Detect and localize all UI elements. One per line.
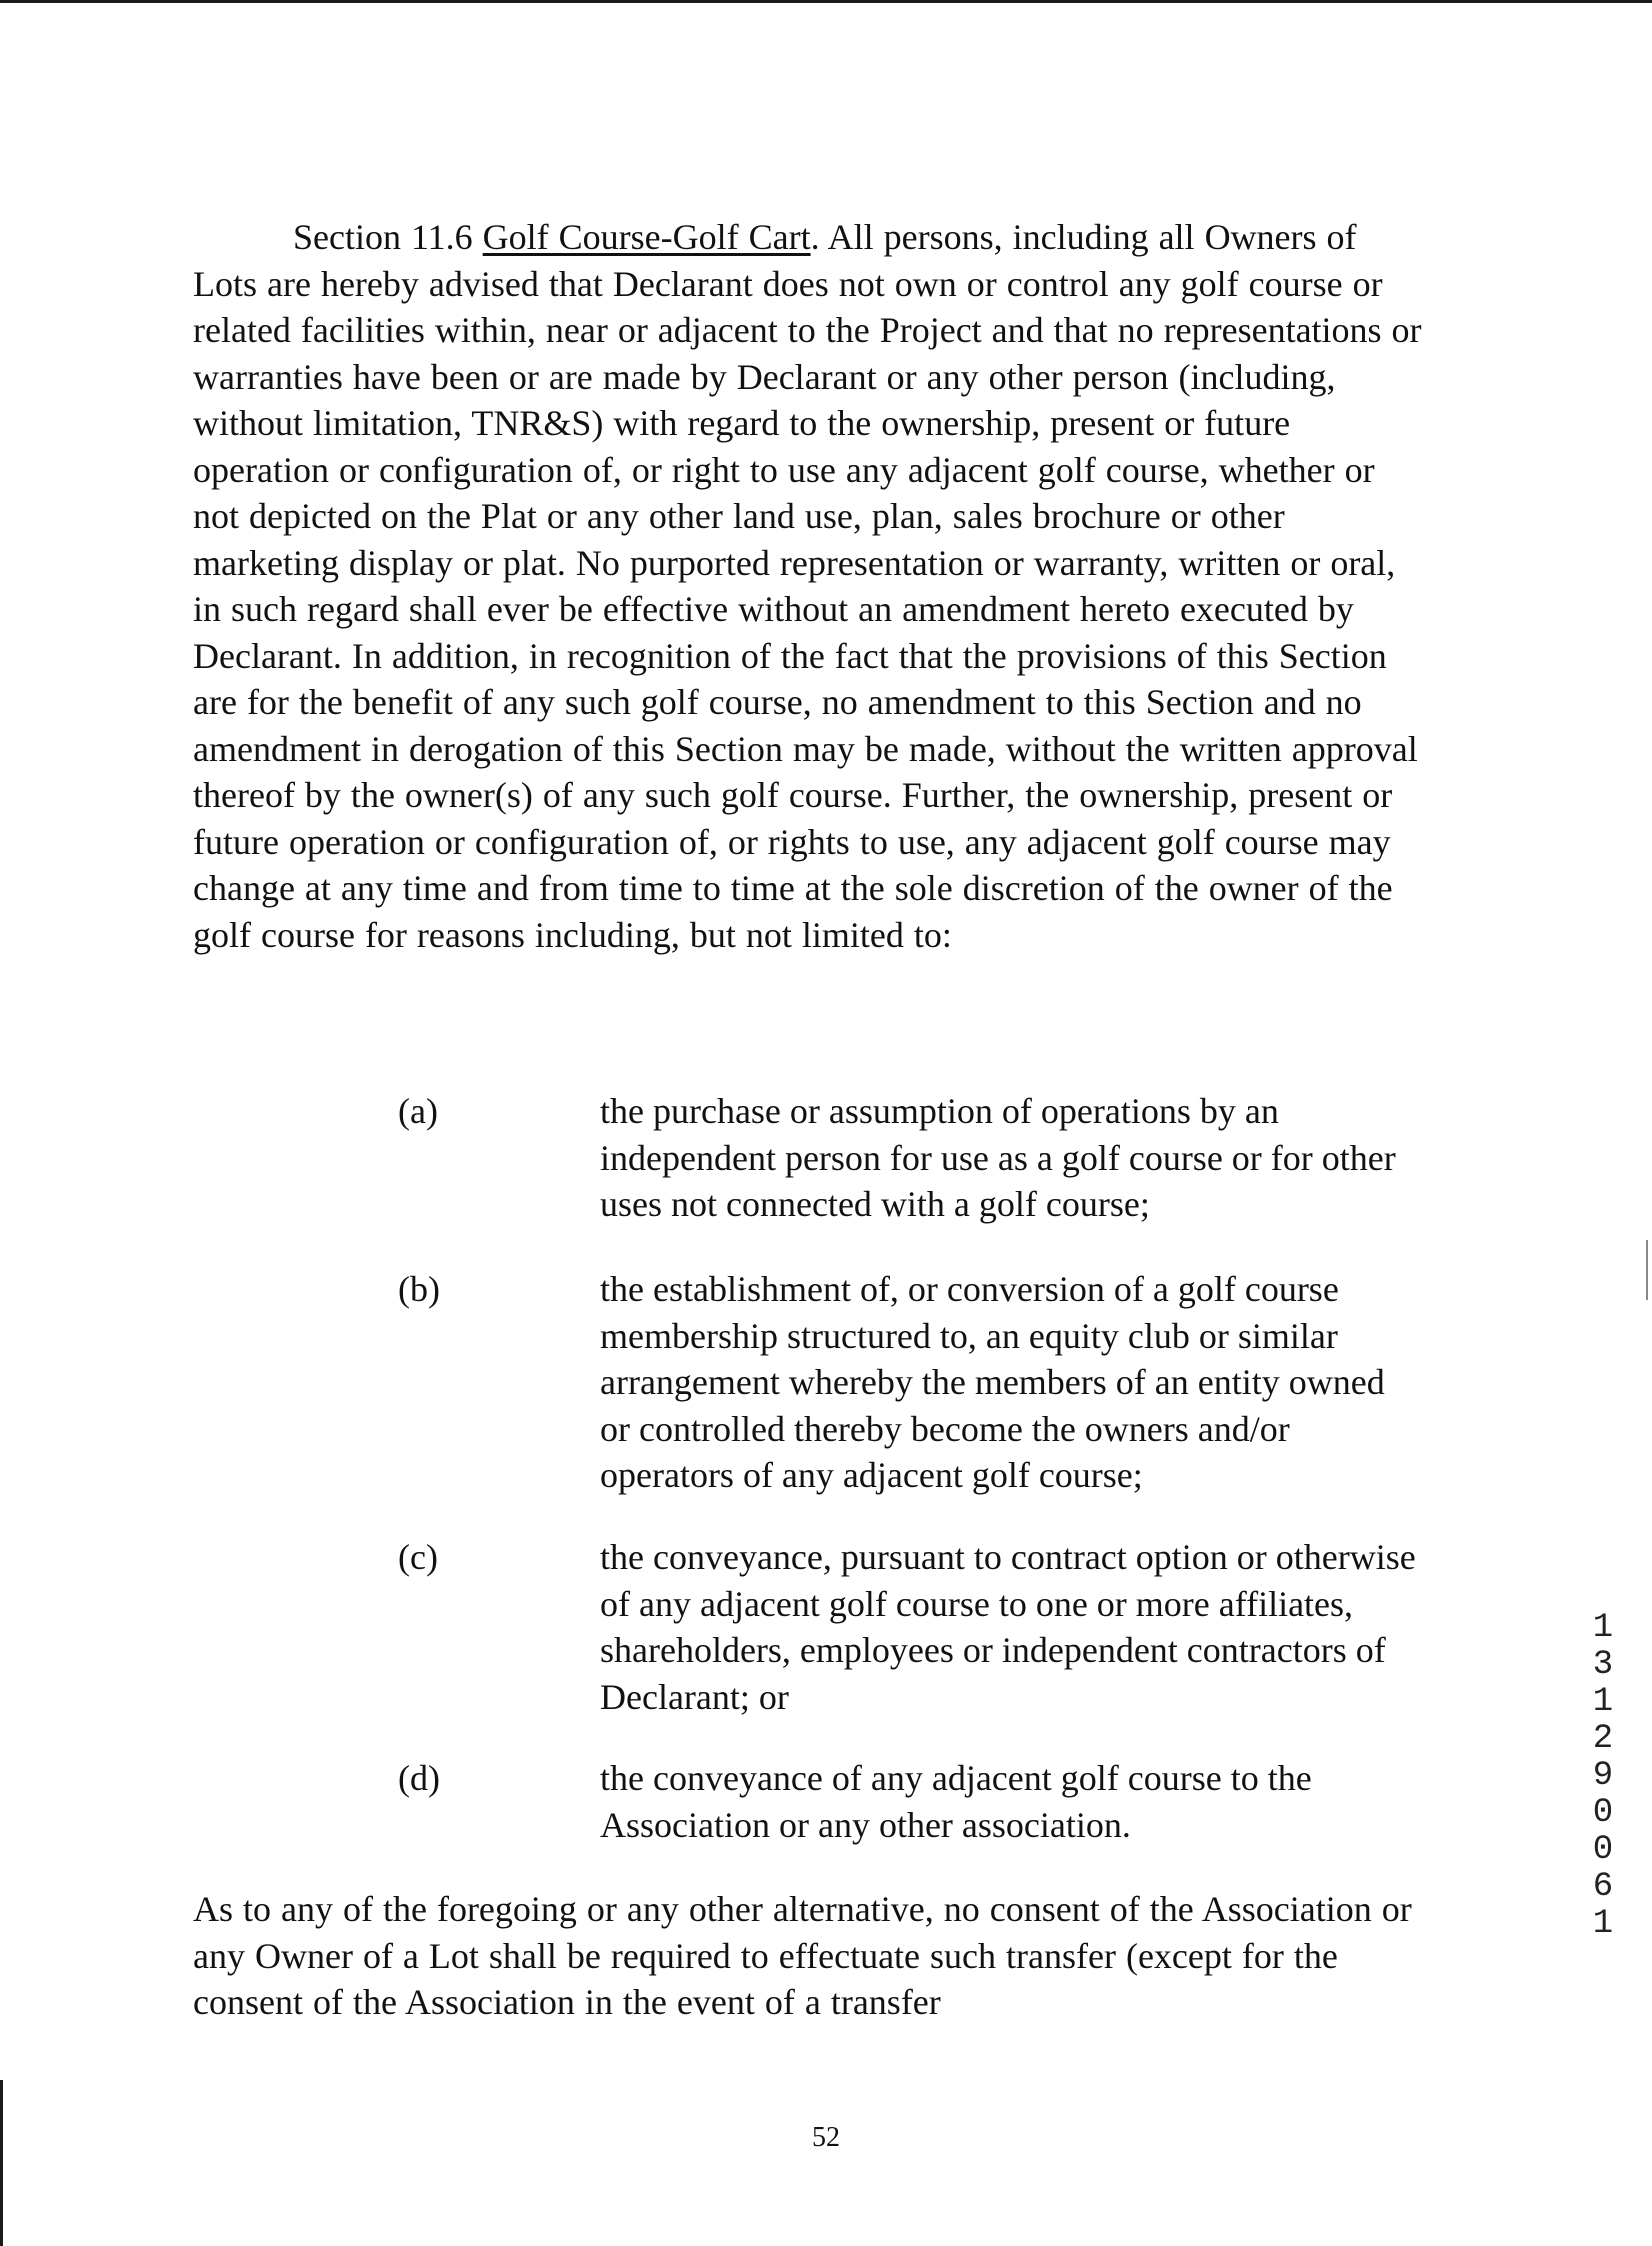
list-text: the conveyance, pursuant to contract option or otherwise of any adjacent golf course to one or more affiliates, shareholders, employees or independent contractors of Declarant; or [600,1537,1416,1717]
section-number: Section 11.6 [293,217,483,257]
scan-top-edge [0,0,1652,3]
section-heading: Golf Course-Golf Cart [482,217,811,257]
section-body: . All persons, including all Owners of Lots are hereby advised that Declarant does not own or control any golf course or related facilities within, near or adjacent to the Project and that no representations or warranties have been or are made by Declarant or any other person (including, without limitation, TNR&S) with regard to the ownership, present or future operation or configuration of, or right to use any adjacent golf course, whether or not depicted on the Plat or any other land use, plan, sales brochure or other marketing display or plat. No purported representation or warranty, written or oral, in such regard shall ever be effective without an amendment hereto executed by Declarant. In addition, in recognition of the fact that the provisions of this Section are for the benefit of any such golf course, no amendment to this Section and no amendment in derogation of this Section may be made, without the written approval thereof by the owner(s) of any such golf course. Further, the ownership, present or future operation or configuration of, or rights to use, any adjacent golf course may change at any time and from time to time at the sole discretion of the owner of the golf course for reasons including, but not limited to: [193,217,1422,955]
list-text: the conveyance of any adjacent golf course to the Association or any other association. [600,1758,1312,1845]
list-label: (b) [398,1269,440,1309]
list-label: (c) [398,1537,438,1577]
recording-stamp: 13129 0061 [1592,1609,1614,1943]
scan-right-mark [1646,1240,1648,1300]
section-paragraph [193,214,1423,958]
list-text: the establishment of, or conversion of a golf course membership structured to, an equity club or similar arrangement whereby the members of an entity owned or controlled thereby become the owners and/or operators of any adjacent golf course; [600,1269,1385,1495]
list-label: (d) [398,1758,440,1798]
list-label: (a) [398,1091,438,1131]
closing-paragraph: As to any of the foregoing or any other alternative, no consent of the Association or any Owner of a Lot shall be required to effectuate such transfer (except for the consent of the Association in the event of a transfer [193,1889,1412,2022]
scan-left-edge [0,2080,3,2246]
list-text: the purchase or assumption of operations by an independent person for use as a golf course or for other uses not connected with a golf course; [600,1091,1396,1224]
page-number: 52 [812,2122,840,2153]
